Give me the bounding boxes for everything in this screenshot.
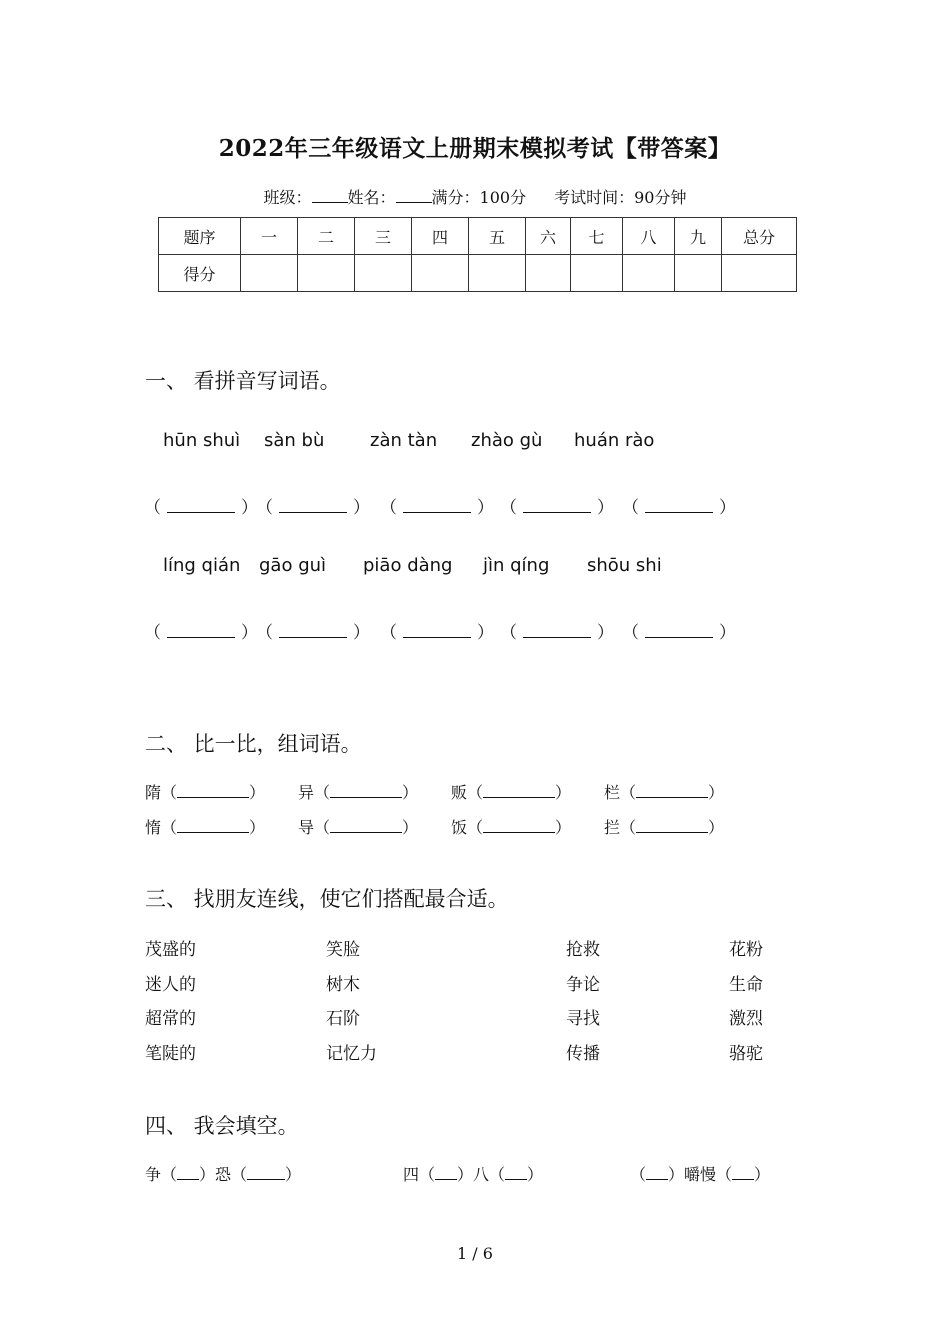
answer-blank[interactable]: （ ） (144, 498, 258, 518)
match-word[interactable]: 迷人的 (145, 975, 196, 995)
score-cell[interactable] (355, 255, 412, 292)
answer-blank[interactable]: （ ） (500, 498, 614, 518)
word-blank[interactable]: 栏（ ） (604, 783, 725, 802)
score-cell[interactable] (412, 255, 469, 292)
match-word[interactable]: 树木 (326, 975, 360, 995)
table-cell: 总分 (722, 218, 797, 255)
exam-time: 考试时间：90分钟 (554, 188, 687, 207)
word-blank[interactable]: 贩（ ） (451, 783, 572, 802)
match-word[interactable]: 超常的 (145, 1009, 196, 1029)
answer-blank[interactable]: （ ） (380, 623, 494, 643)
pinyin: jìn qíng (483, 555, 550, 576)
answer-blank[interactable]: （ ） (256, 623, 370, 643)
match-word[interactable]: 寻找 (566, 1009, 600, 1029)
score-table-header-row (159, 218, 797, 255)
score-table-score-row (159, 255, 797, 292)
match-word[interactable]: 石阶 (326, 1009, 360, 1029)
table-cell: 八 (623, 218, 675, 255)
word-blank[interactable]: 惰（ ） (145, 818, 266, 837)
pinyin: gāo guì (259, 555, 327, 576)
match-word[interactable]: 激烈 (729, 1009, 763, 1029)
score-cell[interactable] (722, 255, 797, 292)
table-cell: 得分 (159, 255, 241, 292)
match-word[interactable]: 记忆力 (326, 1044, 377, 1064)
match-word[interactable]: 骆驼 (729, 1044, 763, 1064)
section2-heading: 二、 比一比，组词语。 (145, 732, 362, 756)
word-blank[interactable]: 饭（ ） (451, 818, 572, 837)
class-blank[interactable] (312, 188, 348, 203)
answer-blank[interactable]: （ ） (256, 498, 370, 518)
word-blank[interactable]: 异（ ） (298, 783, 419, 802)
answer-blank[interactable]: （ ） (380, 498, 494, 518)
exam-info (0, 185, 950, 208)
word-blank[interactable]: 拦（ ） (604, 818, 725, 837)
score-cell[interactable] (241, 255, 298, 292)
match-word[interactable]: 笑脸 (326, 940, 360, 960)
pinyin: sàn bù (264, 430, 325, 451)
table-cell: 一 (241, 218, 298, 255)
answer-blank[interactable]: （ ） (622, 498, 736, 518)
table-cell: 题序 (159, 218, 241, 255)
table-cell: 六 (526, 218, 571, 255)
match-word[interactable]: 茂盛的 (145, 940, 196, 960)
score-table (158, 217, 797, 292)
score-cell[interactable] (623, 255, 675, 292)
pinyin: zhào gù (471, 430, 543, 451)
class-label: 班级： (263, 188, 312, 207)
idiom-fill[interactable]: 四（ ）八（ ） (403, 1165, 544, 1184)
page-title: 2022年三年级语文上册期末模拟考试【带答案】 (218, 135, 732, 162)
pinyin: huán rào (574, 430, 655, 451)
pinyin: hūn shuì (163, 430, 241, 451)
match-word[interactable]: 争论 (566, 975, 600, 995)
word-blank[interactable]: 导（ ） (298, 818, 419, 837)
idiom-fill[interactable]: （ ）嚼慢（ ） (630, 1165, 771, 1184)
pinyin: líng qián (163, 555, 241, 576)
score-cell[interactable] (675, 255, 722, 292)
word-blank[interactable]: 隋（ ） (145, 783, 266, 802)
table-cell: 三 (355, 218, 412, 255)
name-label: 姓名： (347, 188, 396, 207)
section1-heading: 一、 看拼音写词语。 (145, 369, 341, 393)
match-word[interactable]: 生命 (729, 975, 763, 995)
table-cell: 四 (412, 218, 469, 255)
match-word[interactable]: 花粉 (729, 940, 763, 960)
table-cell: 七 (571, 218, 623, 255)
table-cell: 二 (298, 218, 355, 255)
match-word[interactable]: 笔陡的 (145, 1044, 196, 1064)
score-cell[interactable] (526, 255, 571, 292)
answer-blank[interactable]: （ ） (622, 623, 736, 643)
table-cell: 九 (675, 218, 722, 255)
pinyin: piāo dàng (363, 555, 453, 576)
idiom-fill[interactable]: 争（ ）恐（ ） (145, 1165, 302, 1184)
answer-blank[interactable]: （ ） (144, 623, 258, 643)
score-cell[interactable] (469, 255, 526, 292)
answer-blank[interactable]: （ ） (500, 623, 614, 643)
score-cell[interactable] (298, 255, 355, 292)
pinyin: zàn tàn (370, 430, 438, 451)
match-word[interactable]: 抢救 (566, 940, 600, 960)
section4-heading: 四、 我会填空。 (145, 1114, 299, 1138)
match-word[interactable]: 传播 (566, 1044, 600, 1064)
section3-heading: 三、 找朋友连线，使它们搭配最合适。 (145, 887, 509, 911)
page-number: 1 / 6 (457, 1244, 493, 1263)
name-blank[interactable] (396, 188, 432, 203)
full-score: 满分：100分 (431, 188, 527, 207)
table-cell: 五 (469, 218, 526, 255)
pinyin: shōu shi (587, 555, 662, 576)
score-cell[interactable] (571, 255, 623, 292)
